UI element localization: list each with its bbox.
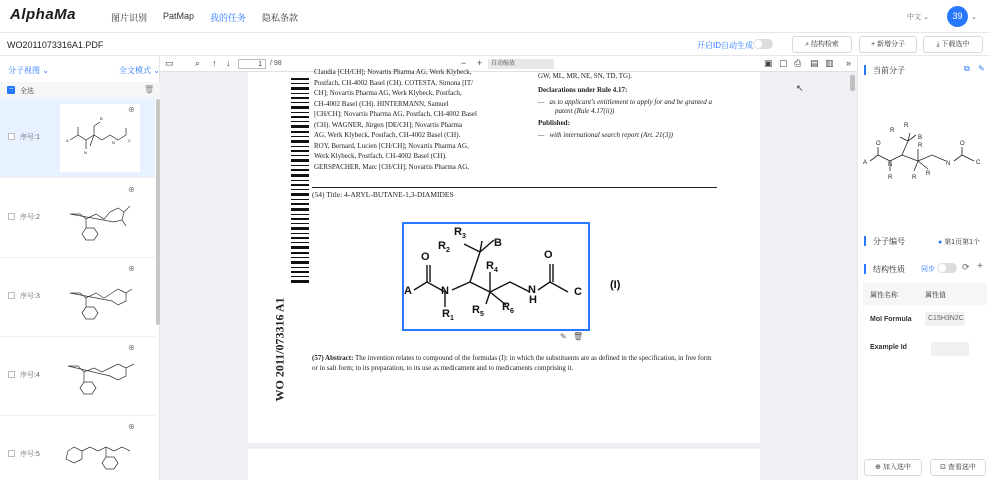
svg-text:A: A	[863, 160, 868, 166]
svg-text:N: N	[888, 162, 893, 168]
formula-label: (I)	[610, 279, 621, 291]
svg-text:O: O	[960, 141, 965, 147]
divider	[312, 187, 717, 188]
current-molecule-title: 当前分子	[865, 65, 905, 76]
add-molecule-button[interactable]: + 新增分子	[859, 36, 917, 53]
text-line: GERSPACHER, Marc [CH/CH]; Novartis Pharma AG,	[314, 162, 470, 171]
svg-text:R: R	[912, 175, 917, 181]
select-all-checkbox[interactable]: −	[8, 86, 14, 93]
page-number-input[interactable]: 1	[238, 59, 266, 69]
open-file-icon[interactable]: ▢	[779, 58, 788, 68]
language-label: 中文	[907, 14, 921, 21]
zoom-icon[interactable]: ⊕	[128, 264, 135, 273]
text-line: CH]; Novartis Pharma AG, Werk Klybeck, Postfach,	[314, 89, 462, 97]
molecule-card[interactable]	[0, 99, 155, 178]
declarations-title: Declarations under Rule 4.17:	[538, 86, 628, 94]
text-line: Werk Klybeck, Postfach, CH-4002 Basel (CH).	[314, 152, 447, 160]
molecule-card[interactable]	[0, 416, 155, 480]
zoom-icon[interactable]: ⊕	[128, 105, 135, 114]
page-ref-text: 第1页第1个	[944, 239, 980, 246]
svg-text:O: O	[876, 141, 881, 147]
auto-id-toggle[interactable]	[753, 39, 773, 49]
list-header	[0, 57, 160, 81]
svg-text:R: R	[486, 260, 494, 272]
molecule-thumbnail[interactable]	[60, 263, 140, 331]
checkbox[interactable]	[8, 292, 15, 299]
molecule-card[interactable]	[0, 337, 155, 416]
pdf-page	[248, 68, 760, 443]
prev-page-icon[interactable]: ↑	[212, 58, 217, 68]
pdf-page-2	[248, 449, 760, 480]
molecule-thumbnail[interactable]	[60, 421, 140, 489]
text-line: (CH). WAGNER, Jürgen [DE/CH]; Novartis Pharma	[314, 120, 463, 129]
nav-patmap[interactable]: PatMap	[163, 11, 195, 21]
svg-text:C: C	[128, 138, 131, 143]
app-logo[interactable]: AlphaMa	[10, 6, 77, 23]
svg-text:H: H	[529, 294, 537, 306]
svg-text:R: R	[918, 143, 923, 149]
svg-text:N: N	[946, 161, 951, 167]
svg-text:R: R	[442, 308, 450, 320]
molecule-id-title: 分子编号	[865, 236, 905, 247]
trash-icon[interactable]: 🗑	[573, 332, 584, 341]
svg-text:5: 5	[480, 311, 484, 318]
zoom-select[interactable]: 自动缩放	[488, 59, 554, 69]
svg-text:N: N	[84, 150, 87, 155]
svg-text:2: 2	[446, 247, 450, 254]
edit-icon[interactable]: ✎	[978, 64, 985, 73]
zoom-icon[interactable]: ⊕	[128, 343, 135, 352]
applicants-block	[314, 67, 512, 172]
file-name: WO2011073316A1.PDF	[7, 40, 104, 50]
save-icon[interactable]: ▤	[810, 58, 819, 68]
abstract	[312, 354, 717, 373]
col-name: 属性名称	[870, 292, 898, 299]
add-icon[interactable]: +	[977, 261, 983, 272]
right-column	[538, 72, 728, 140]
svg-text:R: R	[890, 128, 895, 134]
auto-id-label: 开启ID自动生成	[697, 41, 753, 50]
add-selected-label: 加入选中	[882, 464, 911, 471]
svg-text:N: N	[441, 285, 449, 297]
prop-name: Example Id	[870, 344, 907, 351]
sync-label: 同步	[921, 266, 935, 273]
nav-my-tasks[interactable]: 我的任务	[210, 13, 247, 23]
download-icon: ⤓	[936, 41, 940, 48]
molecule-index: 序号:4	[20, 372, 40, 379]
svg-text:N: N	[528, 284, 536, 296]
page-total: / 98	[270, 60, 282, 67]
declarations-item: — as to applicant's entitlement to apply for and be granted a patent (Rule 4.17(ii))	[538, 98, 712, 115]
chemical-structure[interactable]	[402, 222, 590, 331]
svg-text:3: 3	[462, 233, 466, 240]
molecule-index: 序号:2	[20, 214, 40, 221]
molecule-view-label: 分子视图	[8, 66, 40, 75]
print-icon[interactable]: ⎙	[794, 58, 802, 68]
molecule-thumbnail[interactable]	[60, 184, 140, 252]
svg-text:1: 1	[450, 315, 454, 322]
top-nav	[0, 0, 990, 33]
text-line: [CH/CH]; Novartis Pharma AG, Postfach, CH-4002 Basel	[314, 110, 477, 118]
molecule-card[interactable]	[0, 258, 155, 337]
svg-text:O: O	[544, 249, 553, 261]
checkbox[interactable]	[8, 450, 15, 457]
text-line: Claudia [CH/CH]; Novartis Pharma AG, Werk Klybeck,	[314, 68, 472, 76]
zoom-icon[interactable]: ⊕	[128, 185, 135, 194]
cursor-icon: ↖	[796, 83, 804, 93]
prop-value[interactable]	[931, 342, 969, 356]
add-selected-button[interactable]	[864, 459, 922, 476]
abstract-body: The invention relates to compound of the formulas (I): in which the substituents are as defined in the specification, in free form or in salt form; to its preparation, to its use as medicament and to medicaments comprising it.	[312, 354, 712, 372]
table-row	[863, 309, 987, 331]
prop-name: Mol Formula	[870, 316, 912, 323]
chevron-down-icon: ⌄	[922, 14, 929, 21]
search-icon: ⌕	[805, 41, 809, 48]
viewer-scrollbar[interactable]	[850, 75, 855, 91]
present-icon[interactable]: ▣	[764, 58, 773, 68]
prop-value[interactable]: C15H3N2C	[925, 312, 965, 326]
title-line: (54) Title: 4-ARYL-BUTANE-1,3-DIAMIDES	[312, 190, 454, 199]
zoom-in-icon[interactable]: +	[477, 58, 483, 68]
pdf-viewer	[160, 57, 857, 480]
chevron-down-icon[interactable]: ⌄	[971, 14, 977, 21]
properties-panel	[857, 57, 990, 480]
structure-search-label: 结构检索	[810, 41, 839, 48]
svg-text:B: B	[100, 116, 103, 121]
location-icon: ●	[938, 239, 943, 246]
svg-text:A: A	[66, 138, 69, 143]
download-selected-label: 下载选中	[941, 41, 970, 48]
search-icon[interactable]: ⌕	[195, 58, 201, 68]
svg-text:A: A	[404, 285, 412, 297]
svg-text:R: R	[472, 304, 480, 316]
checkbox[interactable]	[8, 133, 15, 140]
svg-text:6: 6	[510, 308, 514, 315]
svg-text:R: R	[438, 240, 446, 252]
zoom-out-icon[interactable]: −	[461, 58, 467, 68]
molecule-list-panel	[0, 57, 160, 480]
view-selected-label: 查看选中	[947, 464, 976, 471]
select-all-row	[0, 82, 160, 99]
copy-icon[interactable]: ⧉	[964, 64, 970, 73]
molecule-card[interactable]	[0, 179, 155, 258]
page-ref	[938, 237, 980, 247]
avatar[interactable]: 39	[947, 6, 968, 27]
col-value: 属性值	[925, 292, 946, 299]
select-all-label: 全选	[20, 88, 34, 95]
molecule-thumbnail[interactable]	[60, 104, 140, 172]
svg-text:4: 4	[494, 267, 498, 274]
properties-title: 结构性质	[865, 264, 905, 275]
next-page-icon[interactable]: ↓	[226, 58, 231, 68]
molecule-view-dropdown[interactable]: 分子视图 ⌄	[8, 66, 49, 75]
svg-text:O: O	[421, 251, 430, 263]
bookmark-icon[interactable]: ▥	[825, 58, 834, 68]
checkbox[interactable]	[8, 371, 15, 378]
file-bar	[0, 33, 990, 56]
download-selected-button[interactable]	[923, 36, 983, 53]
structure-search-button[interactable]	[792, 36, 852, 53]
molecule-index: 序号:5	[20, 451, 40, 458]
zoom-icon[interactable]: ⊕	[128, 422, 135, 431]
published-item: — with international search report (Art. 21(3))	[538, 131, 674, 139]
svg-text:R: R	[502, 301, 510, 313]
fulltext-mode-dropdown[interactable]: 全文模式 ⌄	[119, 66, 160, 75]
svg-text:R: R	[454, 226, 462, 238]
text-line: ROY, Bernard, Lucien [CH/CH]; Novartis Pharma AG,	[314, 141, 469, 150]
refresh-icon[interactable]: ⟳	[962, 262, 970, 272]
svg-text:R: R	[888, 175, 893, 181]
wo-number: WO 2011/073316 A1	[272, 297, 287, 402]
svg-text:C: C	[574, 286, 582, 298]
svg-text:C: C	[976, 160, 981, 166]
svg-text:R: R	[926, 171, 931, 177]
svg-text:B: B	[494, 237, 502, 249]
molecule-index: 序号:1	[20, 134, 40, 141]
current-molecule-structure[interactable]	[860, 119, 990, 191]
svg-text:R: R	[904, 123, 909, 129]
sync-toggle[interactable]	[937, 263, 957, 273]
view-selected-button[interactable]	[930, 459, 986, 476]
molecule-index: 序号:3	[20, 293, 40, 300]
text-line: Postfach, CH-4002 Basel (CH). COTESTA, Simona [IT/	[314, 78, 474, 87]
fulltext-mode-label: 全文模式	[119, 66, 151, 75]
edit-icon[interactable]: ✎	[560, 332, 567, 341]
language-select[interactable]	[907, 12, 929, 22]
abstract-head: (57) Abstract:	[312, 354, 354, 362]
trash-icon[interactable]: 🗑	[144, 85, 155, 94]
text-line: AG, Werk Klybeck, Postfach, CH-4002 Basel (CH).	[314, 131, 461, 139]
text-line: CH-4002 Basel (CH). HINTERMANN, Samuel	[314, 99, 449, 108]
table-header	[863, 283, 987, 305]
checkbox[interactable]	[8, 213, 15, 220]
table-row	[863, 337, 987, 359]
published-title: Published:	[538, 119, 570, 127]
nav-image-recognition[interactable]: 图片识别	[111, 13, 148, 23]
barcode	[291, 76, 309, 286]
sidebar-toggle-icon[interactable]: ▭	[165, 58, 174, 68]
view-icon: ⊡	[940, 464, 946, 471]
svg-text:B: B	[918, 135, 923, 141]
molecule-thumbnail[interactable]	[60, 342, 140, 410]
more-tools-icon[interactable]: »	[846, 58, 852, 68]
nav-privacy[interactable]: 隐私条款	[262, 13, 299, 23]
states-text: GW, ML, MR, NE, SN, TD, TG).	[538, 72, 633, 80]
svg-text:N: N	[112, 140, 115, 145]
plus-circle-icon: ⊕	[875, 464, 881, 471]
